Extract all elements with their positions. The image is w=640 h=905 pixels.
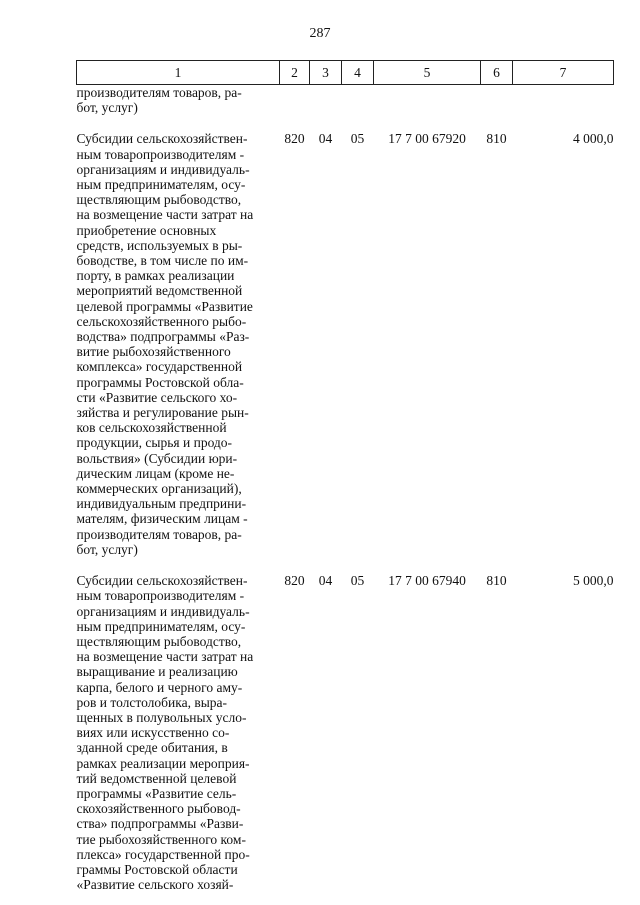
col-header-ministry: 2 bbox=[280, 61, 310, 85]
row-description: Субсидии сельскохозяйствен- ным товаропроизводителям - организациям и индивидуаль- ным предпринимателям, осу- ществляющим рыбоводство, на возмещение части затрат на выращивание и реализацию карпа, белого и черного аму- ров и толстолобика, выра- щенных в полувольных усло- виях или искусственно со- зданной среде обитания, в рамках реализации мероприя- тий ведомственной целевой программы «Развитие сель- скохозяйственного рыбовод- ства» подпрограммы «Разви- тие рыбохозяйственного ком- плекса» государственной про- граммы Ростовской области «Развитие сельского хозяй- bbox=[76, 573, 254, 893]
row-ministry: 820 bbox=[284, 131, 305, 147]
col-header-section: 3 bbox=[310, 61, 342, 85]
row-spacer bbox=[77, 115, 614, 131]
row-description: Субсидии сельскохозяйствен- ным товаропроизводителям - организациям и индивидуаль- ным предпринимателям, осу- ществляющим рыбоводство, на возмещение части затрат на приобретение основных средств, используемых в ры- боводстве, в том числе по им- порту, в рамках реализации мероприятий ведомственной целевой программы «Развитие сельскохозяйственного рыбо- водства» подпрограммы «Раз- витие рыбохозяйственного комплекса» государственной программы Ростовской обла- сти «Развитие сельского хо- зяйства и регулирование рын- ков сельскохозяйственной продукции, сырья и продо- вольствия» (Субсидии юри- дическим лицам (кроме не- коммерческих организаций), индивидуальным предприни- мателям, физическим лицам - производителям товаров, ра- бот, услуг) bbox=[76, 131, 254, 557]
row-subsection: 05 bbox=[350, 131, 365, 147]
row-expense-type: 810 bbox=[486, 131, 507, 147]
table-row bbox=[77, 85, 614, 116]
row-target-article: 17 7 00 67920 bbox=[388, 131, 466, 147]
row-spacer bbox=[77, 557, 614, 573]
row-section: 04 bbox=[318, 131, 333, 147]
table-header-row bbox=[77, 61, 614, 85]
col-header-expense-type: 6 bbox=[481, 61, 513, 85]
row-target-article: 17 7 00 67940 bbox=[388, 573, 466, 589]
row-amount bbox=[513, 85, 614, 116]
row-amount: 5 000,0 bbox=[573, 573, 614, 589]
row-expense-type: 810 bbox=[486, 573, 507, 589]
row-target-article bbox=[374, 85, 481, 116]
page-number: 287 bbox=[309, 26, 331, 41]
row-ministry: 820 bbox=[284, 573, 305, 589]
col-header-description: 1 bbox=[77, 61, 280, 85]
row-expense-type bbox=[481, 85, 513, 116]
table-row bbox=[77, 573, 614, 892]
row-subsection bbox=[342, 85, 374, 116]
col-header-subsection: 4 bbox=[342, 61, 374, 85]
row-description: производителям товаров, ра- бот, услуг) bbox=[76, 85, 242, 116]
row-amount: 4 000,0 bbox=[573, 131, 614, 147]
row-section: 04 bbox=[318, 573, 333, 589]
row-section bbox=[310, 85, 342, 116]
row-ministry bbox=[280, 85, 310, 116]
budget-table bbox=[76, 60, 614, 892]
col-header-target-article: 5 bbox=[374, 61, 481, 85]
table-row bbox=[77, 131, 614, 557]
row-subsection: 05 bbox=[350, 573, 365, 589]
col-header-amount: 7 bbox=[513, 61, 614, 85]
